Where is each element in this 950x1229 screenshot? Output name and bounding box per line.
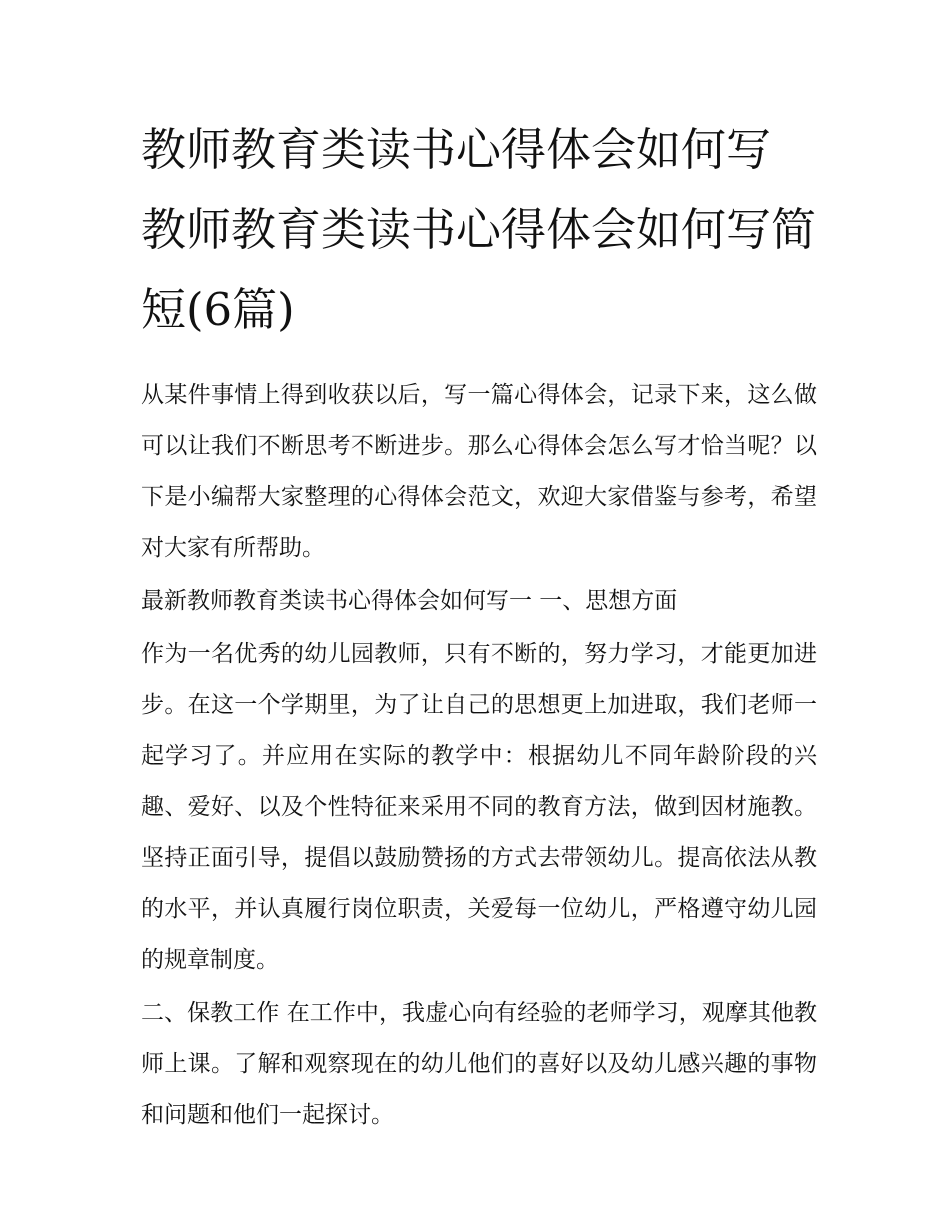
document-content	[141, 110, 817, 1143]
document-title: 教师教育类读书心得体会如何写 教师教育类读书心得体会如何写简短(6篇)	[141, 123, 817, 336]
body-paragraph: 二、保教工作 在工作中，我虚心向有经验的老师学习，观摩其他教师上课。了解和观察现在的幼儿他们的喜好以及幼儿感兴趣的事物和问题和他们一起探讨。	[141, 1000, 817, 1128]
intro-paragraph: 从某件事情上得到收获以后，写一篇心得体会，记录下来，这么做可以让我们不断思考不断进步。那么心得体会怎么写才恰当呢？以下是小编帮大家整理的心得体会范文，欢迎大家借鉴与参考，希望对大家有所帮助。	[141, 382, 817, 561]
body-paragraph: 作为一名优秀的幼儿园教师，只有不断的，努力学习，才能更加进步。在这一个学期里，为了让自己的思想更上加进取，我们老师一起学习了。并应用在实际的教学中：根据幼儿不同年龄阶段的兴趣、爱好、以及个性特征来采用不同的教育方法，做到因材施教。坚持正面引导，提倡以鼓励赞扬的方式去带领幼儿。提高依法从教的水平，并认真履行岗位职责，关爱每一位幼儿，严格遵守幼儿园的规章制度。	[141, 641, 817, 973]
section-heading: 最新教师教育类读书心得体会如何写一 一、思想方面	[141, 588, 678, 614]
document-body	[141, 370, 817, 1141]
